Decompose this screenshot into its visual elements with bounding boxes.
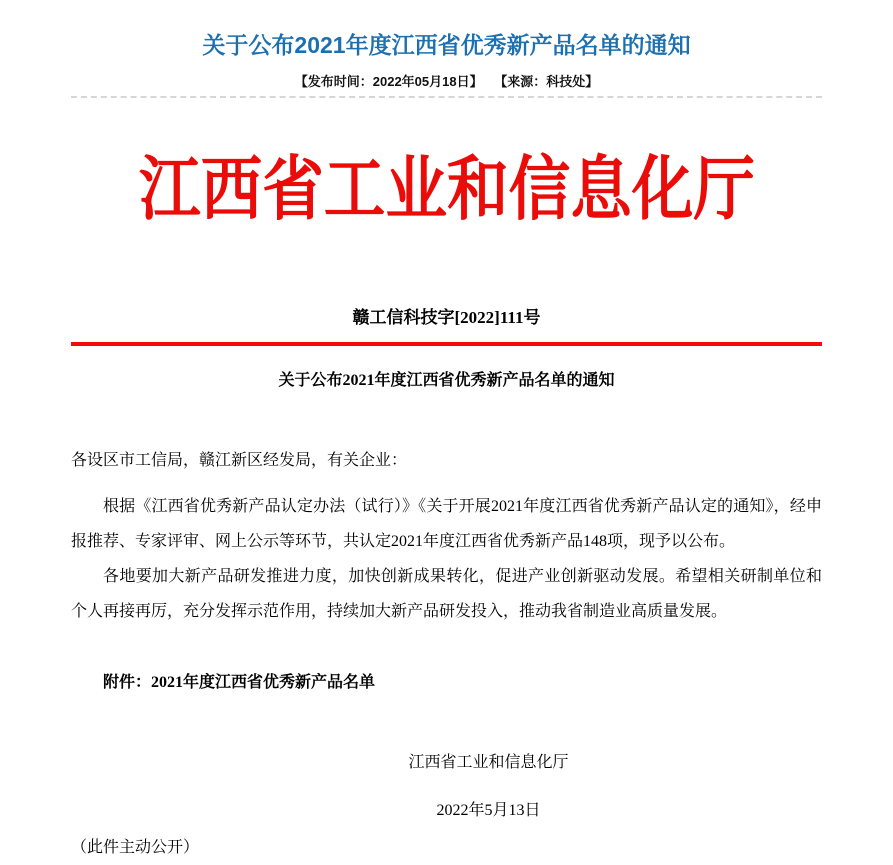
signature-date: 2022年5月13日 (436, 802, 541, 819)
publicity-note: （此件主动公开） (71, 839, 200, 856)
notice-page (0, 30, 893, 865)
red-divider (71, 342, 822, 346)
source-label: 【来源：科技处】 (494, 74, 599, 89)
signature-block (113, 745, 864, 828)
article-meta (71, 74, 822, 98)
paragraph-2: 各地要加大新产品研发推进力度，加快创新成果转化，促进产业创新驱动发展。希望相关研制单位和个人再接再厉，充分发挥示范作用，持续加大新产品研发投入，推动我省制造业高质量发展。 (71, 568, 822, 620)
letterhead-text: 江西省工业和信息化厅 (138, 152, 755, 229)
signature: 江西省工业和信息化厅 (408, 754, 569, 771)
page-title: 关于公布2021年度江西省优秀新产品名单的通知 (202, 32, 691, 58)
paragraph-1: 根据《江西省优秀新产品认定办法（试行）》《关于开展2021年度江西省优秀新产品认定的通知》，经申报推荐、专家评审、网上公示等环节，共认定2021年度江西省优秀新产品148项，现予以公布。 (71, 498, 822, 550)
letterhead (71, 152, 822, 229)
doc-number: 赣工信科技字[2022]111号 (352, 308, 541, 327)
document-title: 关于公布2021年度江西省优秀新产品名单的通知 (278, 372, 615, 389)
publish-time-label: 【发布时间：2022年05月18日】 (294, 74, 483, 89)
article-header (71, 30, 822, 98)
document-body (71, 152, 822, 865)
attachment-line: 附件：2021年度江西省优秀新产品名单 (103, 674, 376, 691)
salutation: 各设区市工信局，赣江新区经发局，有关企业： (71, 452, 408, 469)
